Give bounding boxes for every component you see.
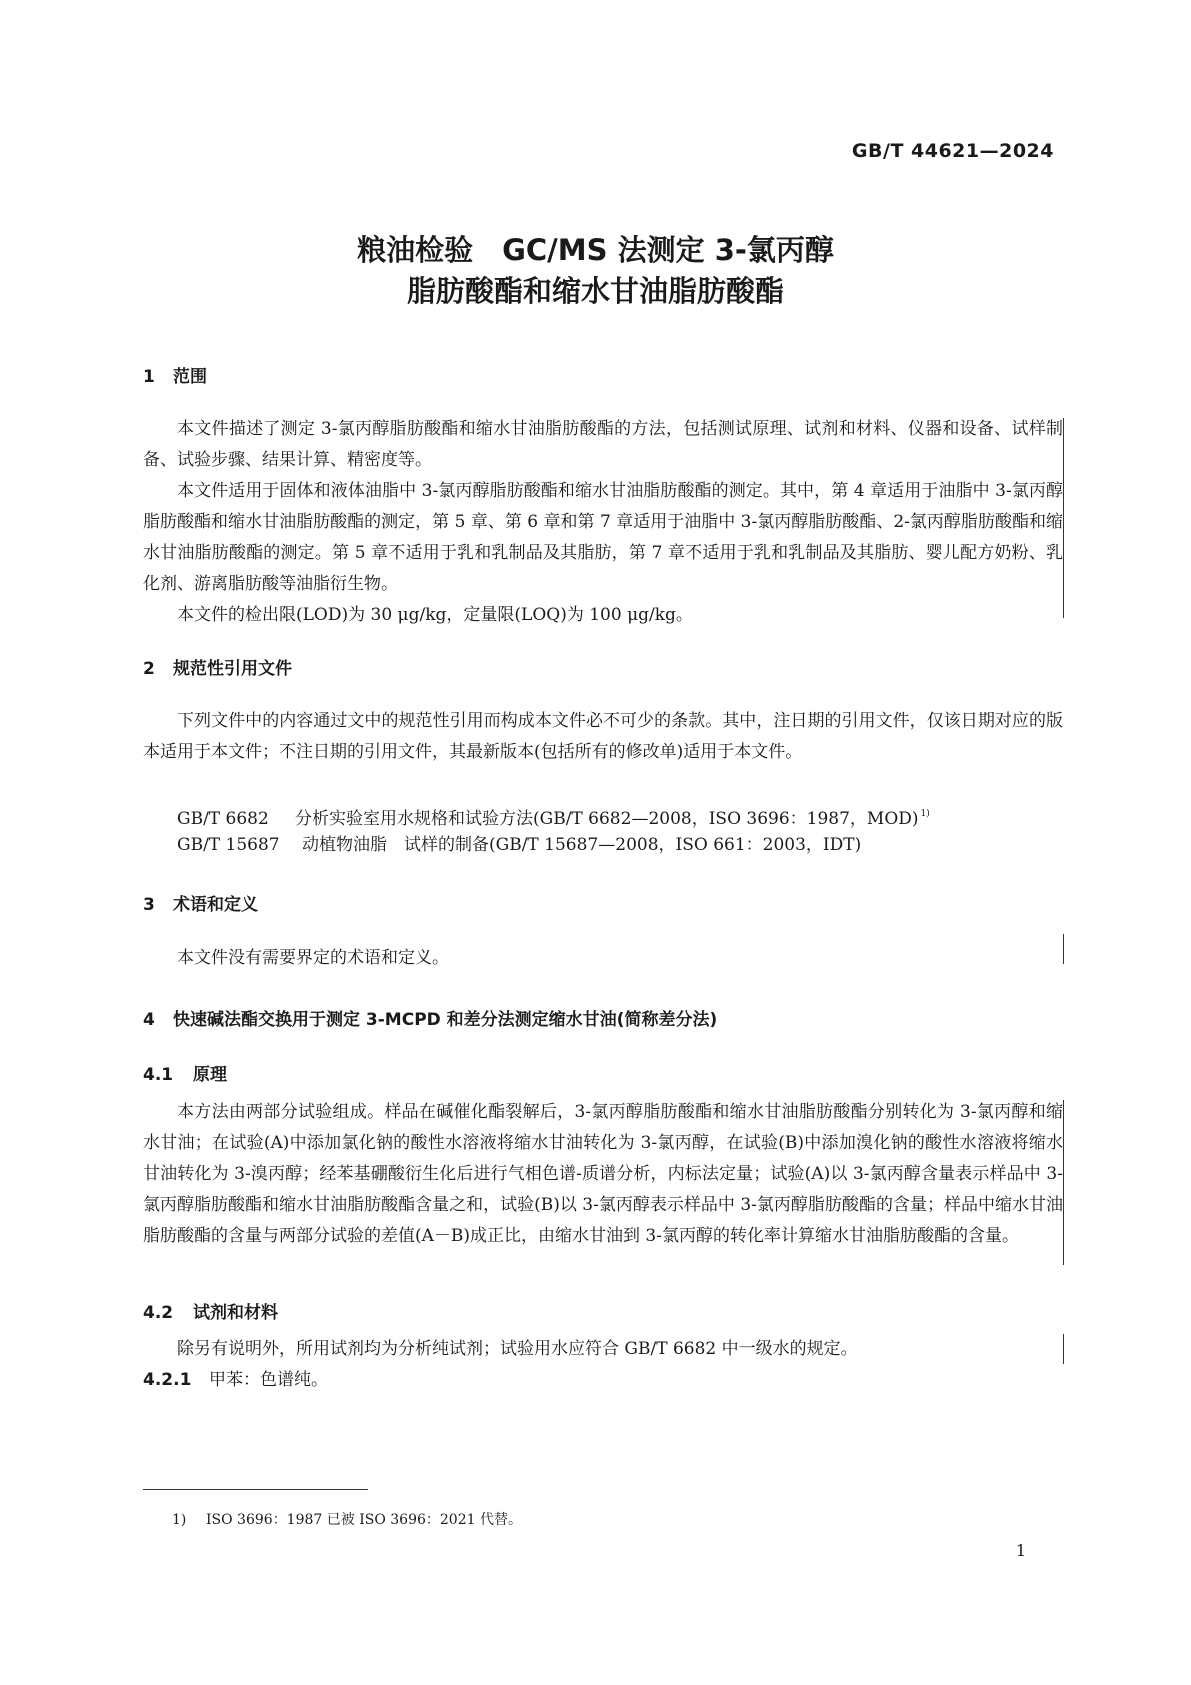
subsection-4-1-heading <box>143 1060 227 1085</box>
reference-code: GB/T 15687 <box>177 835 280 855</box>
item-4-2-1 <box>143 1365 328 1396</box>
reference-title: 动植物油脂 试样的制备(GB/T 15687—2008，ISO 661：2003，IDT) <box>302 835 862 855</box>
section-3-heading <box>143 890 258 915</box>
item-text: 甲苯：色谱纯。 <box>209 1370 328 1390</box>
subsection-title: 原理 <box>193 1065 227 1085</box>
section-title: 规范性引用文件 <box>173 659 292 679</box>
subsection-title: 试剂和材料 <box>193 1303 278 1323</box>
change-bar <box>1063 1334 1064 1364</box>
change-bar <box>1063 418 1064 618</box>
change-bar <box>1063 1100 1064 1265</box>
footnote-text: ISO 3696：1987 已被 ISO 3696：2021 代替。 <box>206 1512 522 1528</box>
section-title: 术语和定义 <box>173 895 258 915</box>
title-line-2: 脂肪酸酯和缩水甘油脂肪酸酯 <box>406 274 784 308</box>
footnote-number: 1) <box>172 1512 187 1528</box>
subsection-4-2-heading <box>143 1298 278 1323</box>
principle-paragraph: 本方法由两部分试验组成。样品在碱催化酯裂解后，3-氯丙醇脂肪酸酯和缩水甘油脂肪酸酯分别转化为 3-氯丙醇和缩水甘油；在试验(A)中添加氯化钠的酸性水溶液将缩水甘油转化为 3-氯丙醇，在试验(B)中添加溴化钠的酸性水溶液将缩水甘油转化为 3-溴丙醇；经苯基硼酸衍生化后进行气相色谱-质谱分析，内标法定量；试验(A)以 3-氯丙醇含量表示样品中 3-氯丙醇脂肪酸酯和缩水甘油脂肪酸酯含量之和，试验(B)以 3-氯丙醇表示样品中 3-氯丙醇脂肪酸酯的含量；样品中缩水甘油脂肪酸酯的含量与两部分试验的差值(A－B)成正比，由缩水甘油到 3-氯丙醇的转化率计算缩水甘油脂肪酸酯的含量。 <box>143 1102 1063 1246</box>
title-line-1: 粮油检验 GC/MS 法测定 3-氯丙醇 <box>357 233 834 267</box>
section-1-heading <box>143 362 207 387</box>
footnote-divider <box>143 1489 368 1490</box>
section-number: 3 <box>143 895 155 915</box>
section-title: 快速碱法酯交换用于测定 3-MCPD 和差分法测定缩水甘油(简称差分法) <box>173 1010 718 1030</box>
item-number: 4.2.1 <box>143 1370 192 1390</box>
section-number: 2 <box>143 659 155 679</box>
section-2-heading <box>143 654 292 679</box>
section-number: 4 <box>143 1010 155 1030</box>
scope-paragraph-2: 本文件适用于固体和液体油脂中 3-氯丙醇脂肪酸酯和缩水甘油脂肪酸酯的测定。其中，第 4 章适用于油脂中 3-氯丙醇脂肪酸酯和缩水甘油脂肪酸酯的测定，第 5 章、第 6 章和第 7 章适用于油脂中 3-氯丙醇脂肪酸酯、2-氯丙醇脂肪酸酯和缩水甘油脂肪酸酯的测定。第 5 章不适用于乳和乳制品及其脂肪，第 7 章不适用于乳和乳制品及其脂肪、婴儿配方奶粉、乳化剂、游离脂肪酸等油脂衍生物。 <box>143 481 1063 594</box>
section-number: 1 <box>143 367 155 387</box>
section-title: 范围 <box>173 367 207 387</box>
document-code: GB/T 44621—2024 <box>851 140 1054 162</box>
page-number: 1 <box>1015 1541 1026 1560</box>
reference-title: 分析实验室用水规格和试验方法(GB/T 6682—2008，ISO 3696：1987，MOD) <box>295 809 919 829</box>
reagents-paragraph: 除另有说明外，所用试剂均为分析纯试剂；试验用水应符合 GB/T 6682 中一级水的规定。 <box>177 1339 858 1359</box>
terms-paragraph: 本文件没有需要界定的术语和定义。 <box>177 948 449 968</box>
footnote <box>172 1509 522 1529</box>
subsection-number: 4.2 <box>143 1303 174 1323</box>
subsection-number: 4.1 <box>143 1065 174 1085</box>
reference-item-2 <box>177 830 861 861</box>
scope-paragraph-1: 本文件描述了测定 3-氯丙醇脂肪酸酯和缩水甘油脂肪酸酯的方法，包括测试原理、试剂和材料、仪器和设备、试样制备、试验步骤、结果计算、精密度等。 <box>143 419 1063 470</box>
change-bar <box>1063 934 1064 964</box>
scope-paragraph-3: 本文件的检出限(LOD)为 30 μg/kg，定量限(LOQ)为 100 μg/kg。 <box>177 605 693 625</box>
reference-code: GB/T 6682 <box>177 809 269 829</box>
normative-refs-paragraph: 下列文件中的内容通过文中的规范性引用而构成本文件必不可少的条款。其中，注日期的引用文件，仅该日期对应的版本适用于本文件；不注日期的引用文件，其最新版本(包括所有的修改单)适用于本文件。 <box>143 711 1063 762</box>
section-4-heading <box>143 1005 717 1030</box>
footnote-marker: 1) <box>920 809 930 819</box>
